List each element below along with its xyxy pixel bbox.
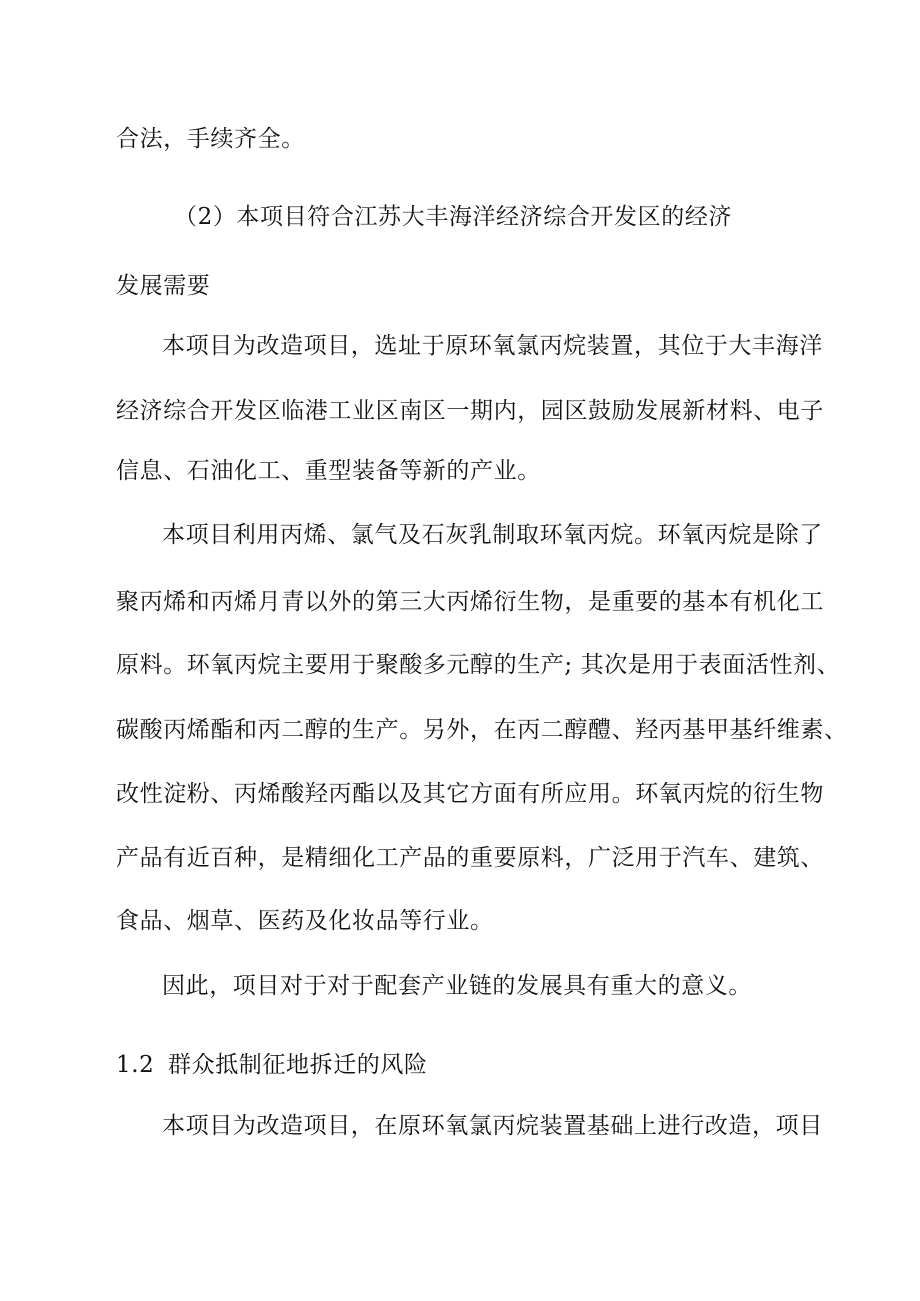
paragraph-line: 食品、烟草、医药及化妆品等行业。 (116, 908, 494, 934)
paragraph-line: 合法，手续齐全。 (116, 126, 305, 152)
paragraph-line: 改性淀粉、丙烯酸羟丙酯以及其它方面有所应用。环氧丙烷的衍生物 (116, 781, 824, 807)
paragraph-line: 因此，项目对于对于配套产业链的发展具有重大的意义。 (162, 973, 752, 999)
paragraph-line: 产品有近百种，是精细化工产品的重要原料，广泛用于汽车、建筑、 (116, 845, 824, 871)
paragraph-line: 聚丙烯和丙烯月青以外的第三大丙烯衍生物，是重要的基本有机化工 (116, 589, 824, 615)
subheading-line: （2）本项目符合江苏大丰海洋经济综合开发区的经济 (174, 204, 733, 230)
paragraph-line: 经济综合开发区临港工业区南区一期内，园区鼓励发展新材料、电子 (116, 398, 824, 424)
section-heading (116, 1050, 428, 1080)
paragraph-line: 本项目为改造项目，在原环氧氯丙烷装置基础上进行改造，项目 (162, 1113, 823, 1139)
paragraph-line: 原料。环氧丙烷主要用于聚酸多元醇的生产; 其次是用于表面活性剂、 (116, 652, 841, 678)
paragraph-line: 碳酸丙烯酯和丙二醇的生产。另外，在丙二醇醴、羟丙基甲基纤维素、 (116, 717, 848, 743)
paragraph-line: 本项目利用丙烯、氯气及石灰乳制取环氧丙烷。环氧丙烷是除了 (162, 522, 823, 548)
section-number: 1.2 (116, 1052, 155, 1078)
paragraph-line: 信息、石油化工、重型装备等新的产业。 (116, 458, 541, 484)
subheading-line: 发展需要 (116, 273, 211, 299)
section-title: 群众抵制征地拆迁的风险 (168, 1052, 428, 1078)
paragraph-line: 本项目为改造项目，选址于原环氧氯丙烷装置，其位于大丰海洋 (162, 333, 823, 359)
